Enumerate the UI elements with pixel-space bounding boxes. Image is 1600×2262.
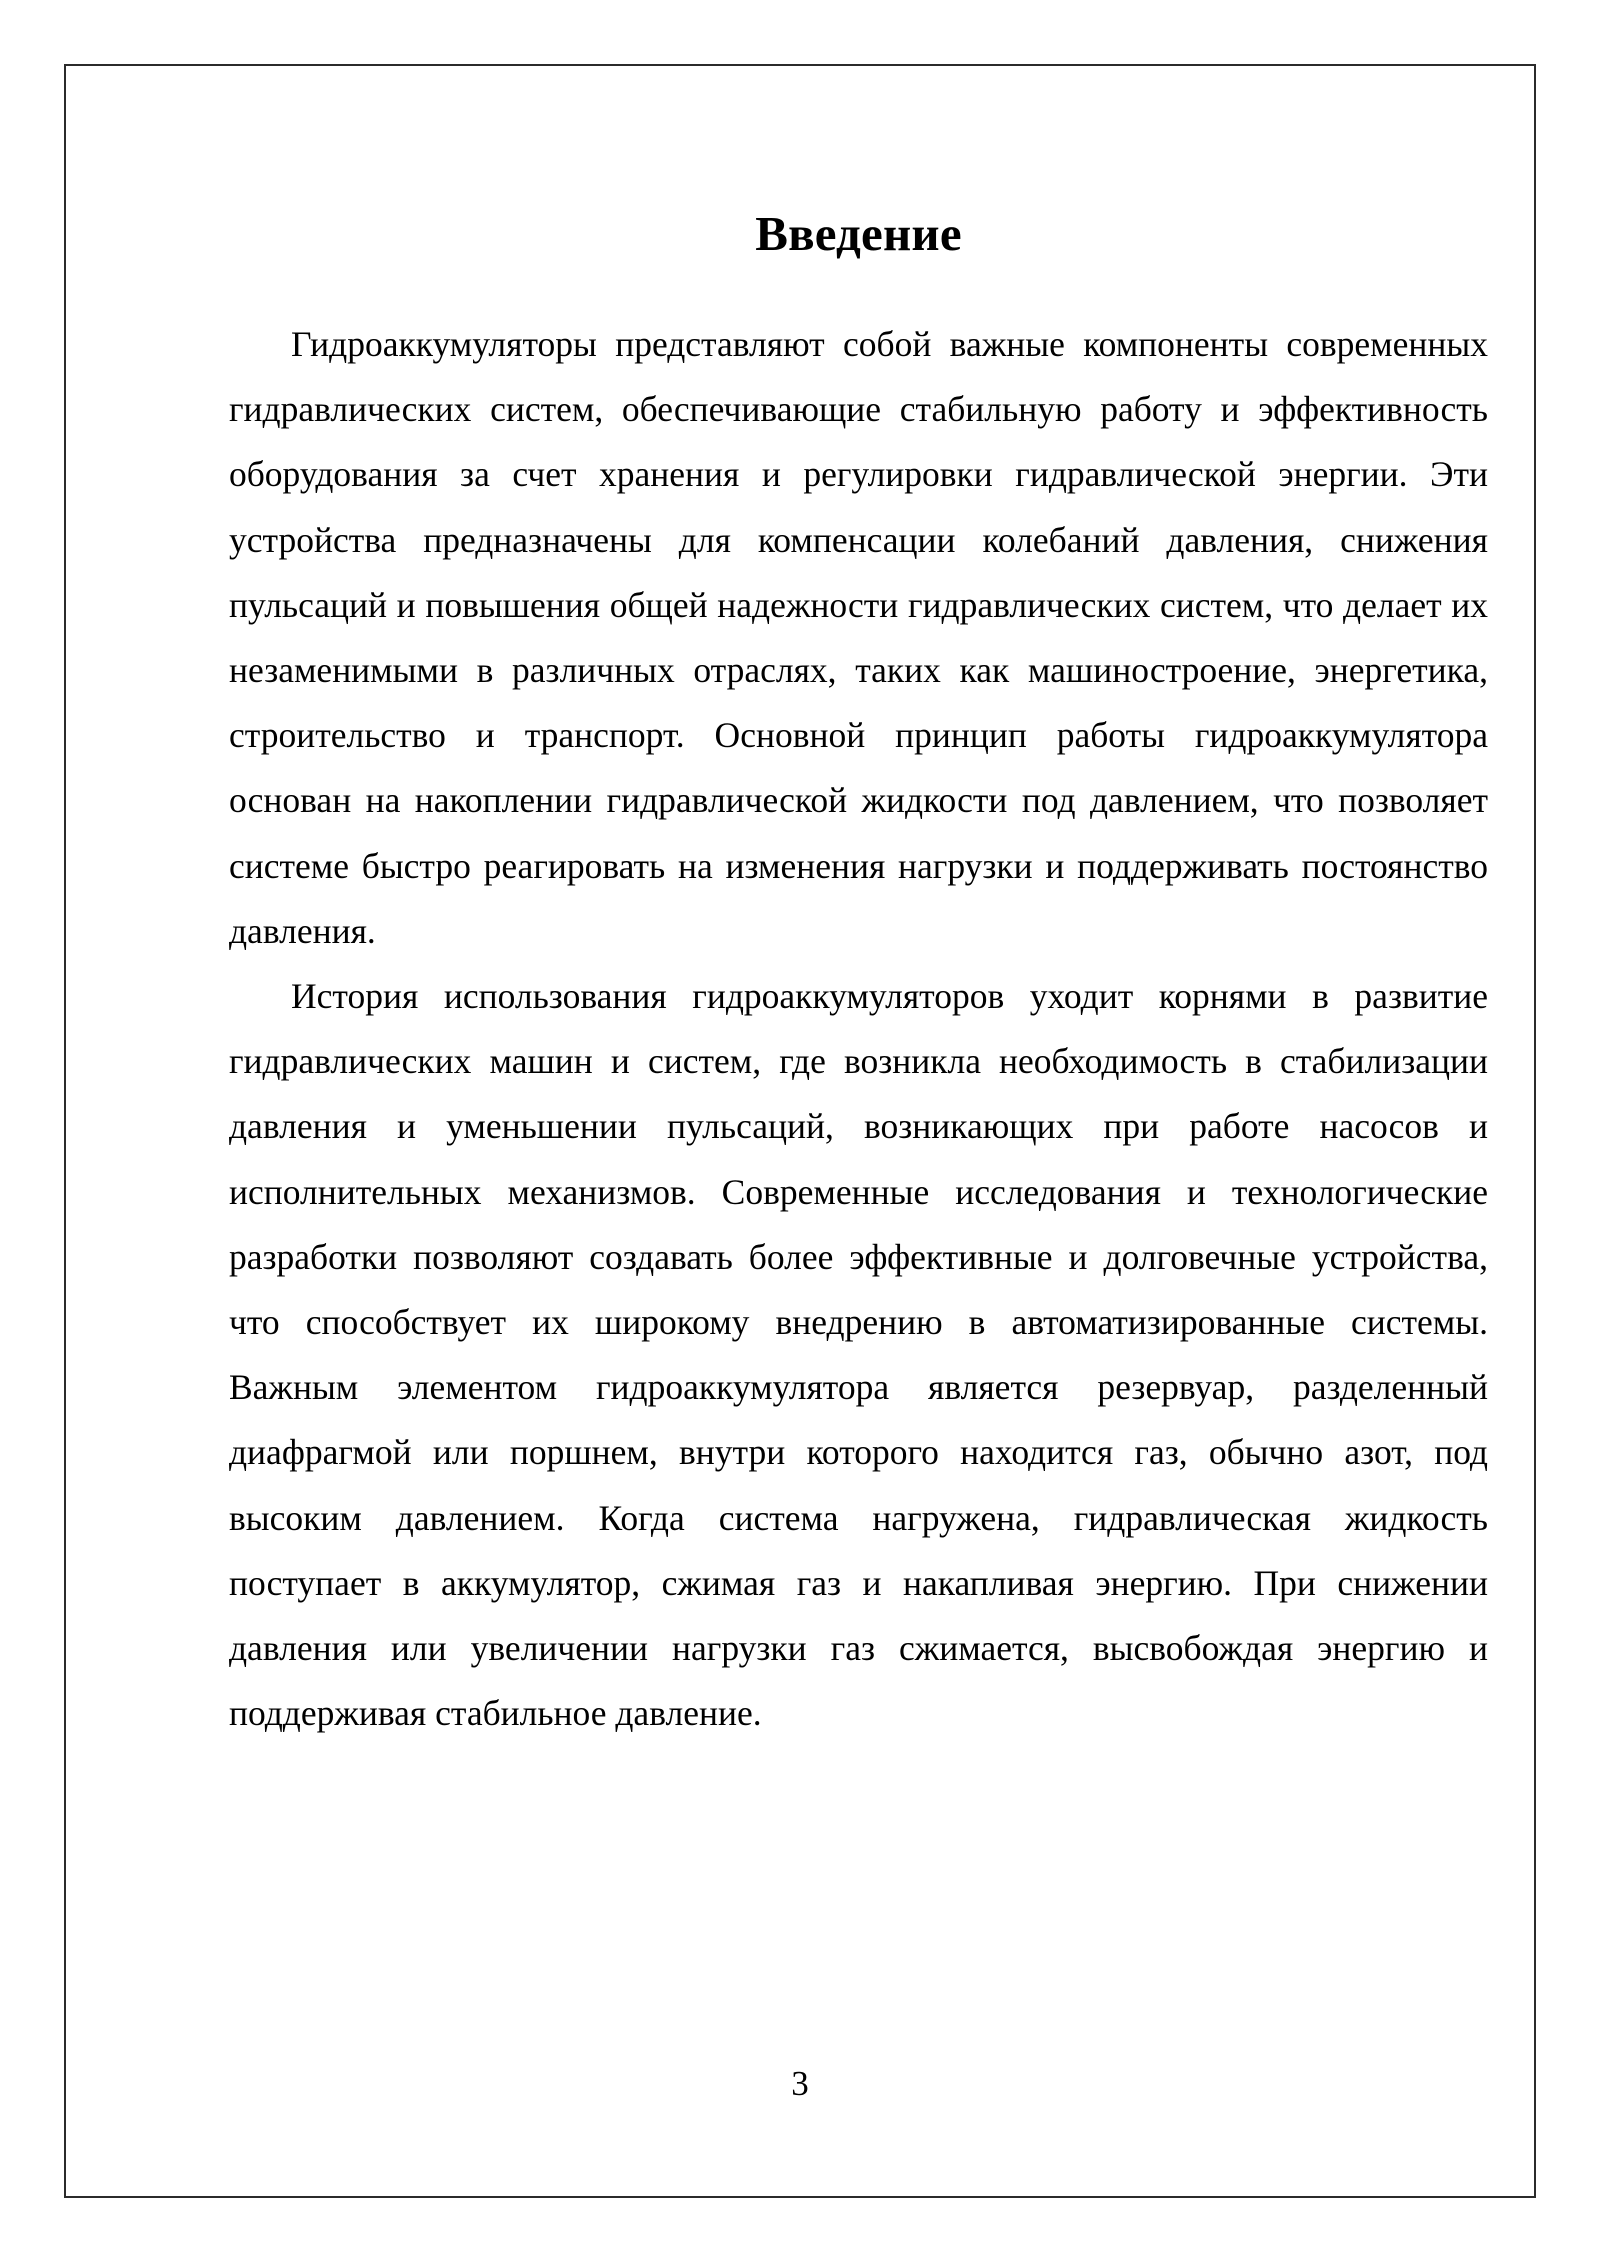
- body-paragraph-1: Гидроаккумуляторы представляют собой важные компоненты современных гидравлических систем, обеспечивающие стабильную работу и эффективность оборудования за счет хранения и регулировки гидравлической энергии. Эти устройства предназначены для компенсации колебаний давления, снижения пульсаций и повышения общей надежности гидравлических систем, что делает их незаменимыми в различных отраслях, таких как машиностроение, энергетика, строительство и транспорт. Основной принцип работы гидроаккумулятора основан на накоплении гидравлической жидкости под давлением, что позволяет системе быстро реагировать на изменения нагрузки и поддерживать постоянство давления.: [229, 324, 1488, 951]
- page-content: [229, 198, 1488, 1746]
- page-title: Введение: [755, 206, 962, 261]
- page-number: 3: [791, 2064, 809, 2103]
- body-paragraph-2: История использования гидроаккумуляторов уходит корнями в развитие гидравлических машин и систем, где возникла необходимость в стабилизации давления и уменьшении пульсаций, возникающих при работе насосов и исполнительных механизмов. Современные исследования и технологические разработки позволяют создавать более эффективные и долговечные устройства, что способствует их широкому внедрению в автоматизированные системы. Важным элементом гидроаккумулятора является резервуар, разделенный диафрагмой или поршнем, внутри которого находится газ, обычно азот, под высоким давлением. Когда система нагружена, гидравлическая жидкость поступает в аккумулятор, сжимая газ и накапливая энергию. При снижении давления или увеличении нагрузки газ сжимается, высвобождая энергию и поддерживая стабильное давление.: [229, 976, 1488, 1734]
